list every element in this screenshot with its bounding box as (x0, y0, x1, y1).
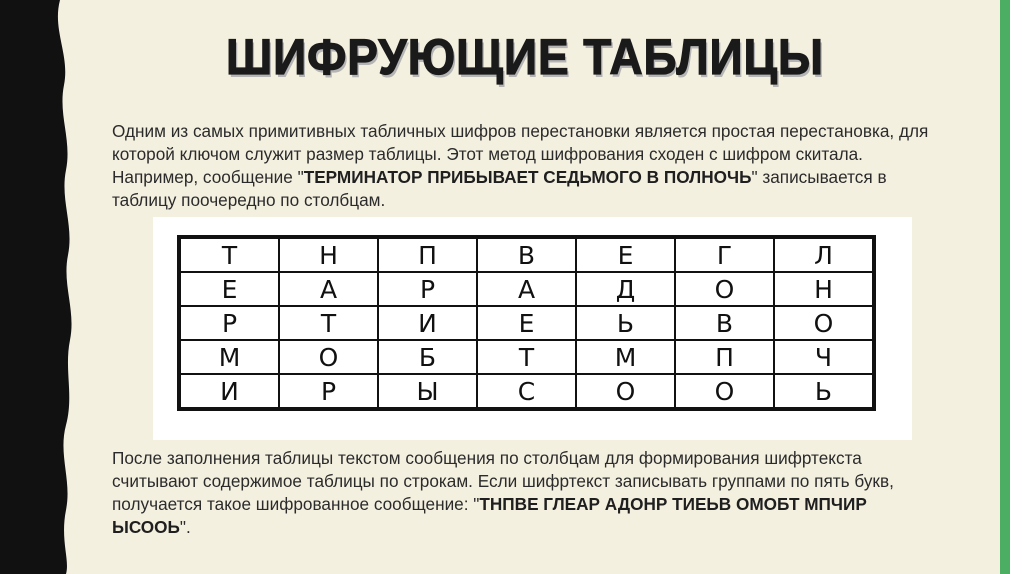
table-cell: Е (477, 306, 576, 340)
table-cell: Ы (378, 374, 477, 409)
intro-text-before: Одним из самых примитивных табличных шифров перестановки является простая перестановка, для которой ключом служит размер таблицы. Этот метод шифрования сходен с шифром скитала. Например, сообщение " (112, 121, 929, 187)
table-cell: В (675, 306, 774, 340)
intro-text-after: " записывается в таблицу поочередно по столбцам. (112, 167, 887, 210)
table-cell: О (675, 374, 774, 409)
table-row (179, 272, 874, 306)
table-cell: Р (179, 306, 279, 340)
table-cell: Ь (576, 306, 675, 340)
table-cell: Т (179, 237, 279, 272)
page-title: ШИФРУЮЩИЕ ТАБЛИЦЫ (225, 29, 825, 85)
table-cell: О (279, 340, 378, 374)
table-cell: Д (576, 272, 675, 306)
table-row (179, 374, 874, 409)
table-cell: М (179, 340, 279, 374)
table-cell: Т (279, 306, 378, 340)
table-cell: Р (378, 272, 477, 306)
table-cell: И (179, 374, 279, 409)
table-cell: Ь (774, 374, 874, 409)
table-cell: О (576, 374, 675, 409)
table-row (179, 340, 874, 374)
table-cell: Б (378, 340, 477, 374)
table-cell: М (576, 340, 675, 374)
table-cell: И (378, 306, 477, 340)
table-cell: В (477, 237, 576, 272)
accent-green-bar (1000, 0, 1010, 574)
table-cell: П (378, 237, 477, 272)
table-row (179, 237, 874, 272)
table-cell: Н (279, 237, 378, 272)
cipher-table-panel (153, 217, 912, 440)
table-cell: П (675, 340, 774, 374)
table-cell: Р (279, 374, 378, 409)
right-edge-bar (1010, 0, 1024, 574)
intro-paragraph (112, 120, 937, 212)
table-cell: Е (179, 272, 279, 306)
table-cell: Ч (774, 340, 874, 374)
decorative-left-band (0, 0, 78, 574)
result-text-after: ". (179, 517, 191, 537)
result-text-before: После заполнения таблицы текстом сообщения по столбцам для формирования шифртекста считывают содержимое таблицы по строкам. Если шифртекст записывать группами по пять букв, получается такое шифрованное сообщение: " (112, 448, 894, 514)
table-cell: С (477, 374, 576, 409)
result-paragraph (112, 447, 937, 539)
result-ciphertext-bold: ТНПВЕ ГЛЕАР АДОНР ТИЕЬВ ОМОБТ МПЧИР ЫСООЬ (112, 494, 867, 537)
table-cell: Л (774, 237, 874, 272)
table-cell: Г (675, 237, 774, 272)
table-cell: О (675, 272, 774, 306)
table-cell: А (477, 272, 576, 306)
cipher-table (177, 235, 876, 411)
intro-message-bold: ТЕРМИНАТОР ПРИБЫВАЕТ СЕДЬМОГО В ПОЛНОЧЬ (303, 167, 752, 187)
table-cell: А (279, 272, 378, 306)
table-cell: Н (774, 272, 874, 306)
table-row (179, 306, 874, 340)
table-cell: Е (576, 237, 675, 272)
table-cell: О (774, 306, 874, 340)
table-cell: Т (477, 340, 576, 374)
